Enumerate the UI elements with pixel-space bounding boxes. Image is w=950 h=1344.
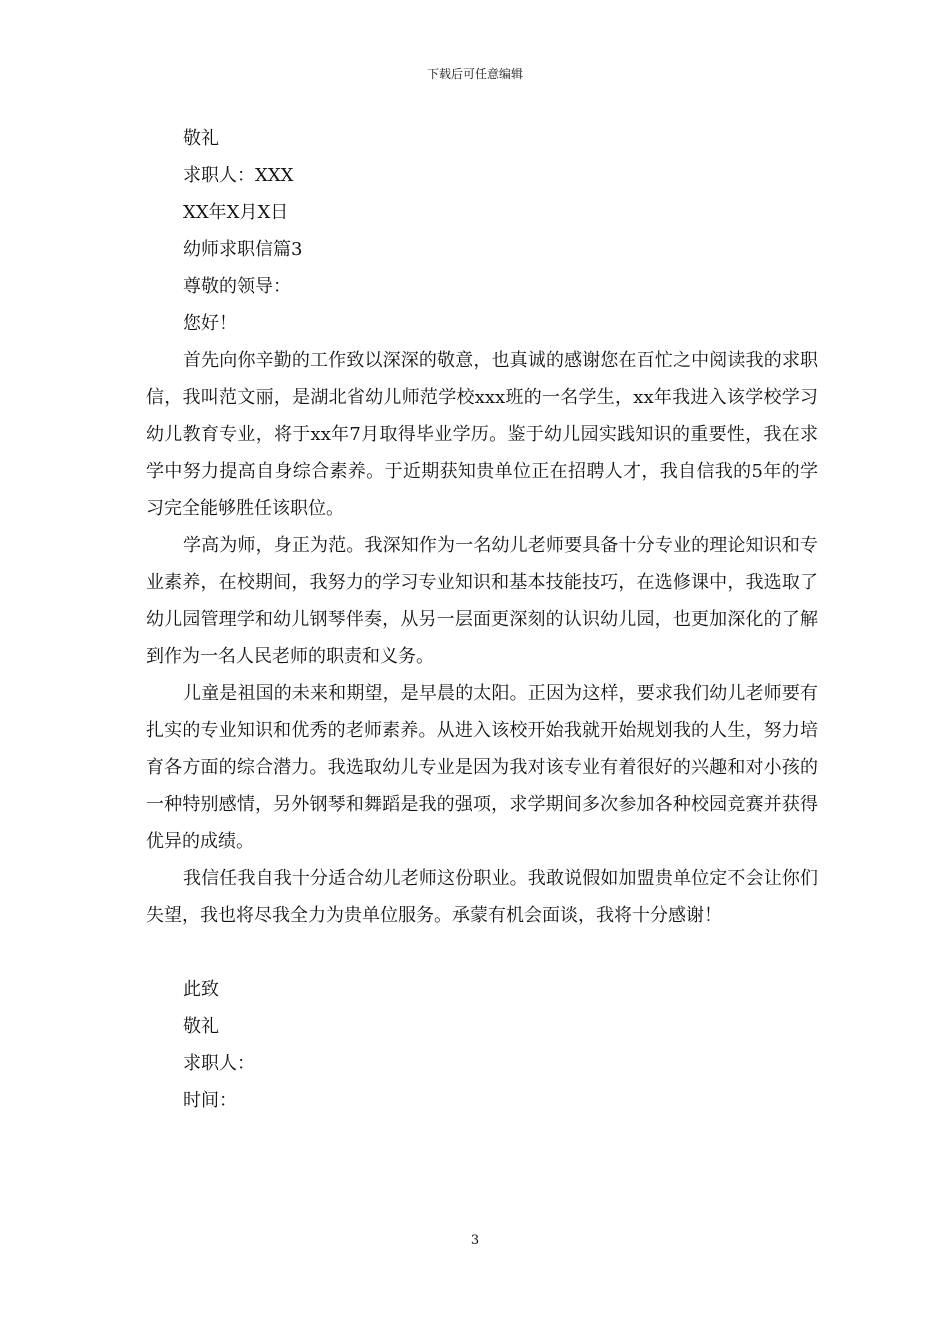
applicant-line: 求职人：XXX bbox=[183, 165, 294, 186]
closing-time: 时间： bbox=[183, 1090, 237, 1111]
salutation-respect: 敬礼 bbox=[183, 128, 219, 149]
page-header: 下载后可任意编辑 bbox=[426, 67, 523, 81]
paragraph-3: 儿童是祖国的未来和期望，是早晨的太阳。正因为这样，要求我们幼儿老师要有扎实的专业知识和优秀的老师素养。从进入该校开始我就开始规划我的人生，努力培育各方面的综合潜力。我选取幼儿专业是因为我对该专业有着很好的兴趣和对小孩的一种特别感情，另外钢琴和舞蹈是我的强项，求学期间多次参加各种校园竞赛并获得优异的成绩。 bbox=[146, 683, 818, 852]
closing-applicant: 求职人： bbox=[183, 1053, 255, 1074]
paragraph-4: 我信任我自我十分适合幼儿老师这份职业。我敢说假如加盟贵单位定不会让你们失望，我也将尽我全力为贵单位服务。承蒙有机会面谈，我将十分感谢！ bbox=[146, 868, 818, 926]
page-number: 3 bbox=[470, 1233, 480, 1248]
section-title: 幼师求职信篇3 bbox=[183, 239, 303, 260]
addressee-line: 尊敬的领导： bbox=[183, 276, 291, 297]
closing-jingli: 敬礼 bbox=[183, 1016, 219, 1037]
closing-cizhi: 此致 bbox=[183, 979, 219, 1000]
paragraph-1: 首先向你辛勤的工作致以深深的敬意，也真诚的感谢您在百忙之中阅读我的求职信，我叫范文丽，是湖北省幼儿师范学校xxx班的一名学生，xx年我进入该学校学习幼儿教育专业，将于xx年7月取得毕业学历。鉴于幼儿园实践知识的重要性，我在求学中努力提高自身综合素养。于近期获知贵单位正在招聘人才，我自信我的5年的学习完全能够胜任该职位。 bbox=[146, 350, 818, 519]
paragraph-2: 学高为师，身正为范。我深知作为一名幼儿老师要具备十分专业的理论知识和专业素养，在校期间，我努力的学习专业知识和基本技能技巧，在选修课中，我选取了幼儿园管理学和幼儿钢琴伴奏，从另一层面更深刻的认识幼儿园，也更加深化的了解到作为一名人民老师的职责和义务。 bbox=[146, 535, 818, 667]
date-line: XX年X月X日 bbox=[183, 202, 289, 223]
letter-body bbox=[146, 120, 818, 1119]
greeting-line: 您好！ bbox=[183, 313, 237, 334]
blank-line bbox=[146, 934, 818, 971]
